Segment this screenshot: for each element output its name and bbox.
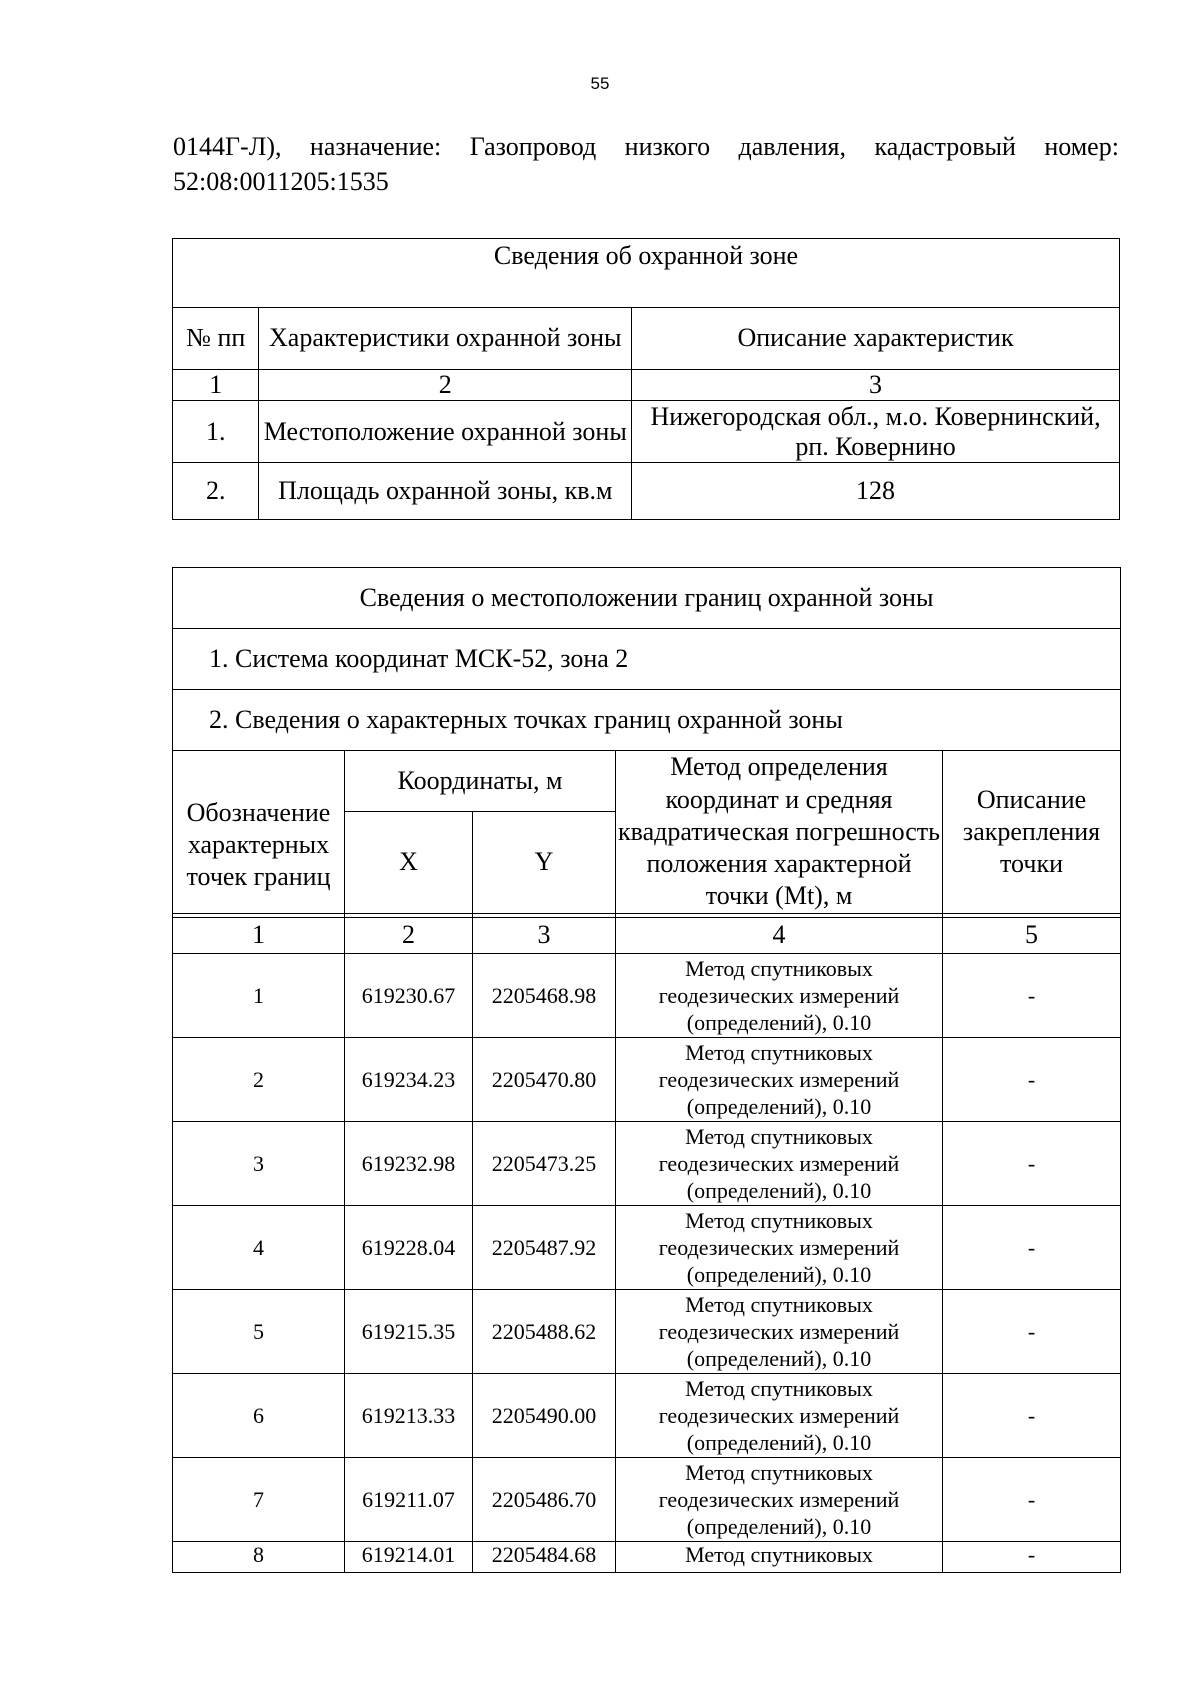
header-designation: Обозначение характерных точек границ <box>173 751 345 914</box>
table-row <box>173 1458 1121 1542</box>
point-method: Метод спутниковых геодезических измерений (определений), 0.10 <box>616 1122 943 1206</box>
bounds-title-row <box>173 568 1121 629</box>
point-id: 4 <box>173 1206 345 1290</box>
point-fixing: - <box>943 1206 1121 1290</box>
header-characteristic: Характеристики охранной зоны <box>259 308 632 370</box>
point-x: 619234.23 <box>345 1038 473 1122</box>
bounds-table-title: Сведения о местоположении границ охранной зоны <box>173 568 1121 629</box>
point-method: Метод спутниковых геодезических измерений (определений), 0.10 <box>616 1290 943 1374</box>
point-fixing: - <box>943 954 1121 1038</box>
index-cell: 2 <box>345 918 473 954</box>
table-row <box>173 954 1121 1038</box>
point-method: Метод спутниковых <box>616 1542 943 1573</box>
point-y: 2205488.62 <box>473 1290 616 1374</box>
table-row <box>173 1038 1121 1122</box>
intro-word: 0144Г-Л), <box>173 132 282 161</box>
row-num: 1. <box>173 401 259 463</box>
point-x: 619211.07 <box>345 1458 473 1542</box>
table-row <box>173 1374 1121 1458</box>
coord-system-row <box>173 629 1121 690</box>
intro-word: давления, <box>738 132 847 161</box>
table-row <box>173 1122 1121 1206</box>
table-row <box>173 401 1120 463</box>
point-method: Метод спутниковых геодезических измерений (определений), 0.10 <box>616 1206 943 1290</box>
header-method: Метод определения координат и средняя квадратическая погрешность положения характерной точки (Mt), м <box>616 751 943 914</box>
point-y: 2205473.25 <box>473 1122 616 1206</box>
point-fixing: - <box>943 1542 1121 1573</box>
point-fixing: - <box>943 1038 1121 1122</box>
intro-paragraph <box>173 129 1119 200</box>
point-id: 2 <box>173 1038 345 1122</box>
protection-zone-table <box>172 238 1120 520</box>
point-y: 2205486.70 <box>473 1458 616 1542</box>
point-fixing: - <box>943 1374 1121 1458</box>
coord-system: 1. Система координат МСК-52, зона 2 <box>173 629 1121 690</box>
point-id: 7 <box>173 1458 345 1542</box>
point-fixing: - <box>943 1290 1121 1374</box>
table-row <box>173 463 1120 520</box>
index-cell: 4 <box>616 918 943 954</box>
point-x: 619213.33 <box>345 1374 473 1458</box>
index-cell: 3 <box>632 370 1120 401</box>
point-fixing: - <box>943 1122 1121 1206</box>
zone-table-title: Сведения об охранной зоне <box>173 239 1120 308</box>
intro-word: кадастровый <box>874 132 1016 161</box>
index-cell: 1 <box>173 918 345 954</box>
zone-table-index-row <box>173 370 1120 401</box>
point-x: 619214.01 <box>345 1542 473 1573</box>
point-x: 619232.98 <box>345 1122 473 1206</box>
index-cell: 2 <box>259 370 632 401</box>
intro-word: назначение: <box>309 132 442 161</box>
index-cell: 3 <box>473 918 616 954</box>
point-fixing: - <box>943 1458 1121 1542</box>
point-method: Метод спутниковых геодезических измерений (определений), 0.10 <box>616 1374 943 1458</box>
page-number: 55 <box>590 74 610 93</box>
point-id: 5 <box>173 1290 345 1374</box>
header-fixing: Описание закрепления точки <box>943 751 1121 914</box>
header-x: X <box>345 812 473 914</box>
table-row <box>173 1206 1121 1290</box>
row-characteristic: Площадь охранной зоны, кв.м <box>259 463 632 520</box>
point-y: 2205490.00 <box>473 1374 616 1458</box>
index-cell: 5 <box>943 918 1121 954</box>
zone-table-header-row <box>173 308 1120 370</box>
point-y: 2205470.80 <box>473 1038 616 1122</box>
point-x: 619228.04 <box>345 1206 473 1290</box>
intro-word: Газопровод <box>469 132 597 161</box>
point-method: Метод спутниковых геодезических измерений (определений), 0.10 <box>616 1038 943 1122</box>
intro-word: номер: <box>1044 132 1119 161</box>
zone-table-title-row <box>173 239 1120 308</box>
header-description: Описание характеристик <box>632 308 1120 370</box>
point-id: 6 <box>173 1374 345 1458</box>
points-title: 2. Сведения о характерных точках границ охранной зоны <box>173 690 1121 751</box>
point-method: Метод спутниковых геодезических измерений (определений), 0.10 <box>616 954 943 1038</box>
bounds-header-row-1 <box>173 751 1121 812</box>
table-row <box>173 1290 1121 1374</box>
header-y: Y <box>473 812 616 914</box>
row-description: Нижегородская обл., м.о. Ковернинский, рп. Ковернино <box>632 401 1120 463</box>
row-description: 128 <box>632 463 1120 520</box>
bounds-index-row <box>173 918 1121 954</box>
intro-line-1 <box>173 129 1119 164</box>
row-num: 2. <box>173 463 259 520</box>
point-method: Метод спутниковых геодезических измерений (определений), 0.10 <box>616 1458 943 1542</box>
point-y: 2205468.98 <box>473 954 616 1038</box>
points-title-row <box>173 690 1121 751</box>
point-x: 619230.67 <box>345 954 473 1038</box>
index-cell: 1 <box>173 370 259 401</box>
point-id: 3 <box>173 1122 345 1206</box>
point-x: 619215.35 <box>345 1290 473 1374</box>
cadastral-number: 52:08:0011205:1535 <box>173 167 389 197</box>
boundary-points-table <box>172 567 1121 1573</box>
table-row <box>173 1542 1121 1573</box>
point-id: 1 <box>173 954 345 1038</box>
header-num: № пп <box>173 308 259 370</box>
point-id: 8 <box>173 1542 345 1573</box>
point-y: 2205484.68 <box>473 1542 616 1573</box>
intro-word: низкого <box>624 132 711 161</box>
header-coordinates: Координаты, м <box>345 751 616 812</box>
point-y: 2205487.92 <box>473 1206 616 1290</box>
row-characteristic: Местоположение охранной зоны <box>259 401 632 463</box>
